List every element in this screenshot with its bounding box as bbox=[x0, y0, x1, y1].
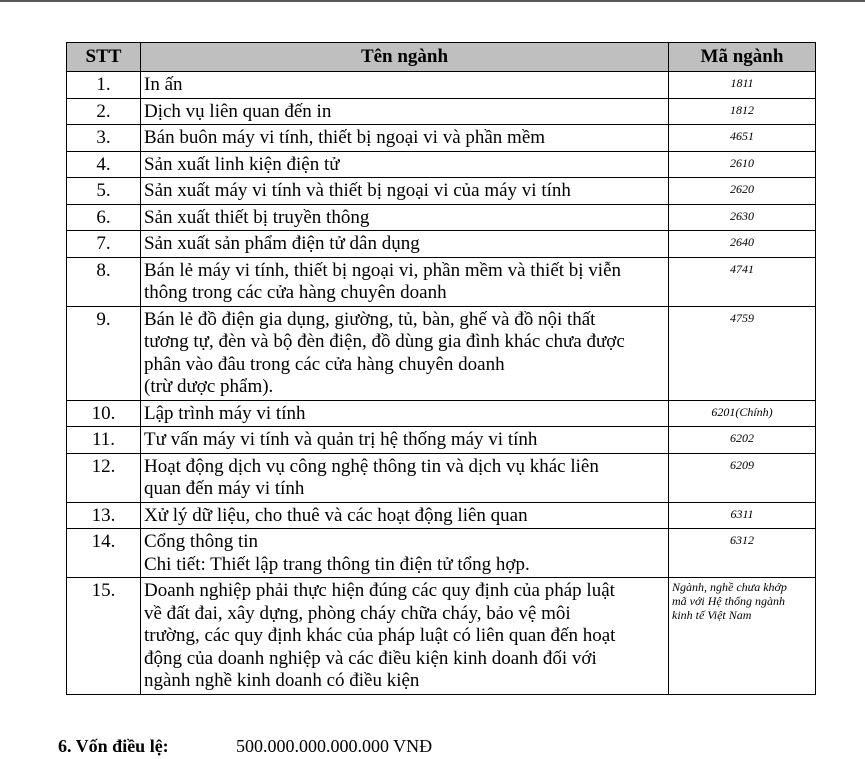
table-header-row bbox=[67, 43, 816, 72]
row-name-line: Sản xuất linh kiện điện tử bbox=[144, 153, 340, 175]
row-name bbox=[141, 578, 669, 695]
top-border-line bbox=[0, 0, 865, 2]
row-code-note-line: kinh tế Việt Nam bbox=[672, 608, 752, 622]
row-name bbox=[141, 72, 669, 99]
header-stt: STT bbox=[67, 43, 141, 72]
header-name: Tên ngành bbox=[141, 43, 669, 72]
table-row bbox=[67, 178, 816, 205]
row-name bbox=[141, 306, 669, 400]
row-code: 6209 bbox=[669, 453, 816, 502]
row-name-line: phân vào đâu trong các cửa hàng chuyên doanh bbox=[144, 353, 505, 375]
row-stt: 3. bbox=[67, 125, 141, 152]
row-name bbox=[141, 257, 669, 306]
row-name-line: Cổng thông tin bbox=[144, 531, 259, 552]
charter-capital bbox=[58, 736, 432, 757]
row-code-note-line: Ngành, nghề chưa khớp bbox=[672, 580, 787, 594]
table-row bbox=[67, 400, 816, 427]
row-code: 1812 bbox=[669, 98, 816, 125]
row-code: 2620 bbox=[669, 178, 816, 205]
row-name bbox=[141, 204, 669, 231]
row-code: 4759 bbox=[669, 306, 816, 400]
row-name-line: Dịch vụ liên quan đến in bbox=[144, 100, 332, 122]
table-row bbox=[67, 578, 816, 695]
row-stt: 9. bbox=[67, 306, 141, 400]
row-stt: 6. bbox=[67, 204, 141, 231]
row-name-line: thông trong các cửa hàng chuyên doanh bbox=[144, 282, 447, 303]
row-code: 2610 bbox=[669, 151, 816, 178]
row-name-line: (trừ dược phẩm). bbox=[144, 376, 274, 397]
table-row bbox=[67, 204, 816, 231]
row-name-line: Sản xuất máy vi tính và thiết bị ngoại vi của máy vi tính bbox=[144, 180, 571, 201]
row-stt: 12. bbox=[67, 453, 141, 502]
row-stt: 2. bbox=[67, 98, 141, 125]
row-name-line: Bán lẻ đồ điện gia dụng, giường, tủ, bàn, ghế và đồ nội thất bbox=[144, 308, 596, 330]
row-name bbox=[141, 151, 669, 178]
header-code: Mã ngành bbox=[669, 43, 816, 72]
row-code: 1811 bbox=[669, 72, 816, 99]
row-name bbox=[141, 231, 669, 258]
row-code: 6201(Chính) bbox=[669, 400, 816, 427]
table-row bbox=[67, 231, 816, 258]
row-name bbox=[141, 125, 669, 152]
table-row bbox=[67, 151, 816, 178]
row-stt: 1. bbox=[67, 72, 141, 99]
row-stt: 15. bbox=[67, 578, 141, 695]
row-stt: 5. bbox=[67, 178, 141, 205]
charter-capital-label: 6. Vốn điều lệ: bbox=[58, 736, 169, 756]
table-row bbox=[67, 257, 816, 306]
row-name-line: Chi tiết: Thiết lập trang thông tin điện tử tổng hợp. bbox=[144, 553, 530, 575]
row-code bbox=[669, 578, 816, 695]
row-name-line: trường, các quy định khác của pháp luật có liên quan đến hoạt bbox=[144, 625, 616, 646]
row-name-line: In ấn bbox=[144, 74, 183, 95]
business-lines-table bbox=[66, 42, 816, 695]
row-stt: 8. bbox=[67, 257, 141, 306]
row-name-line: tương tự, đèn và bộ đèn điện, đồ dùng gia đình khác chưa được bbox=[144, 331, 625, 352]
row-name-line: Bán lẻ máy vi tính, thiết bị ngoại vi, phần mềm và thiết bị viễn bbox=[144, 259, 622, 281]
charter-capital-value: 500.000.000.000.000 VNĐ bbox=[236, 736, 433, 756]
table-row bbox=[67, 453, 816, 502]
row-name-line: Lập trình máy vi tính bbox=[144, 402, 306, 424]
row-name-line: Tư vấn máy vi tính và quản trị hệ thống máy vi tính bbox=[144, 429, 538, 450]
row-stt: 10. bbox=[67, 400, 141, 427]
row-stt: 14. bbox=[67, 529, 141, 578]
row-stt: 13. bbox=[67, 502, 141, 529]
row-code: 4651 bbox=[669, 125, 816, 152]
row-code: 6202 bbox=[669, 427, 816, 454]
row-code: 2630 bbox=[669, 204, 816, 231]
row-name bbox=[141, 529, 669, 578]
row-name bbox=[141, 400, 669, 427]
row-code: 6312 bbox=[669, 529, 816, 578]
table-row bbox=[67, 98, 816, 125]
row-name-line: Xử lý dữ liệu, cho thuê và các hoạt động liên quan bbox=[144, 504, 528, 526]
row-stt: 11. bbox=[67, 427, 141, 454]
row-stt: 7. bbox=[67, 231, 141, 258]
row-code: 2640 bbox=[669, 231, 816, 258]
row-name-line: về đất đai, xây dựng, phòng cháy chữa cháy, bảo vệ môi bbox=[144, 602, 571, 624]
row-name-line: Sản xuất sản phẩm điện tử dân dụng bbox=[144, 233, 420, 254]
table-row bbox=[67, 72, 816, 99]
table-row bbox=[67, 125, 816, 152]
row-name-line: Hoạt động dịch vụ công nghệ thông tin và dịch vụ khác liên bbox=[144, 455, 599, 477]
row-code: 4741 bbox=[669, 257, 816, 306]
row-name-line: ngành nghề kinh doanh có điều kiện bbox=[144, 670, 420, 691]
row-name bbox=[141, 98, 669, 125]
row-name-line: Bán buôn máy vi tính, thiết bị ngoại vi và phần mềm bbox=[144, 127, 546, 148]
table-row bbox=[67, 306, 816, 400]
table-row bbox=[67, 502, 816, 529]
row-name bbox=[141, 502, 669, 529]
row-name-line: Sản xuất thiết bị truyền thông bbox=[144, 206, 370, 228]
row-name bbox=[141, 427, 669, 454]
row-name-line: Doanh nghiệp phải thực hiện đúng các quy định của pháp luật bbox=[144, 580, 615, 601]
row-name-line: quan đến máy vi tính bbox=[144, 478, 305, 499]
row-code: 6311 bbox=[669, 502, 816, 529]
row-code-note-line: mã với Hệ thống ngành bbox=[672, 594, 786, 608]
table-row bbox=[67, 529, 816, 578]
row-stt: 4. bbox=[67, 151, 141, 178]
row-name bbox=[141, 178, 669, 205]
row-name bbox=[141, 453, 669, 502]
table-row bbox=[67, 427, 816, 454]
row-name-line: động của doanh nghiệp và các điều kiện kinh doanh đối với bbox=[144, 647, 597, 669]
